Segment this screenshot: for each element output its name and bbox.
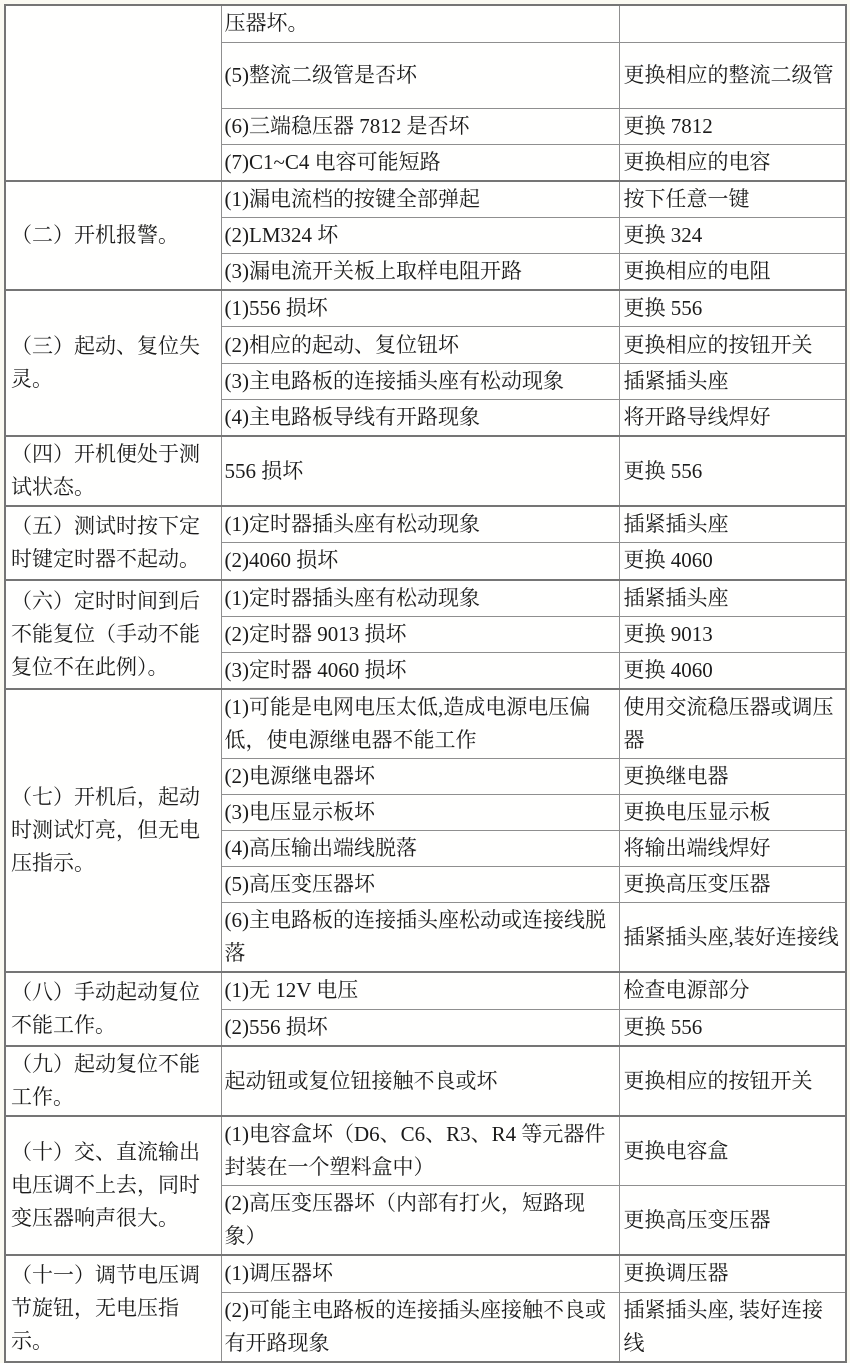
table-row [5,181,846,218]
solution-cell: 更换 9013 [619,616,846,652]
symptom-cell [5,5,221,181]
cause-cell: (2)定时器 9013 损坏 [221,616,619,652]
symptom-cell: （三）起动、复位失灵。 [5,290,221,436]
solution-cell: 更换高压变压器 [619,1186,846,1256]
table-row [5,290,846,327]
cause-cell: (1)定时器插头座有松动现象 [221,580,619,617]
cause-cell: (5)高压变压器坏 [221,867,619,903]
table-row [5,689,846,759]
table-row [5,436,846,506]
cause-cell: (2)电源继电器坏 [221,759,619,795]
solution-cell: 更换 4060 [619,652,846,689]
solution-cell: 插紧插头座,装好连接线 [619,903,846,973]
solution-cell: 按下任意一键 [619,181,846,218]
cause-cell: (2)556 损坏 [221,1009,619,1046]
cause-cell: (1)调压器坏 [221,1255,619,1292]
cause-cell: (3)定时器 4060 损坏 [221,652,619,689]
repair-manual-page [4,4,847,1363]
cause-cell: (2)LM324 坏 [221,218,619,254]
solution-cell: 更换相应的电阻 [619,254,846,291]
solution-cell: 更换高压变压器 [619,867,846,903]
troubleshooting-table [4,4,847,1363]
cause-cell: 起动钮或复位钮接触不良或坏 [221,1046,619,1116]
symptom-cell: （八）手动起动复位不能工作。 [5,972,221,1046]
solution-cell: 插紧插头座, 装好连接线 [619,1292,846,1362]
cause-cell: (1)定时器插头座有松动现象 [221,506,619,543]
solution-cell: 检查电源部分 [619,972,846,1009]
cause-cell: (3)电压显示板坏 [221,795,619,831]
table-row [5,1046,846,1116]
solution-cell: 插紧插头座 [619,364,846,400]
cause-cell: (5)整流二级管是否坏 [221,42,619,108]
cause-cell: (1)电容盒坏（D6、C6、R3、R4 等元器件封装在一个塑料盒中） [221,1116,619,1186]
solution-cell: 更换 556 [619,436,846,506]
symptom-cell: （六）定时时间到后不能复位（手动不能复位不在此例）。 [5,580,221,689]
solution-cell: 将开路导线焊好 [619,400,846,437]
solution-cell: 使用交流稳压器或调压器 [619,689,846,759]
solution-cell: 更换相应的整流二级管 [619,42,846,108]
solution-cell: 插紧插头座 [619,580,846,617]
cause-cell: (2)相应的起动、复位钮坏 [221,327,619,364]
solution-cell: 插紧插头座 [619,506,846,543]
table-row [5,972,846,1009]
cause-cell: (3)主电路板的连接插头座有松动现象 [221,364,619,400]
solution-cell: 更换 556 [619,1009,846,1046]
table-row [5,1116,846,1186]
symptom-cell: （九）起动复位不能工作。 [5,1046,221,1116]
cause-cell: (1)漏电流档的按键全部弹起 [221,181,619,218]
solution-cell: 更换相应的电容 [619,144,846,181]
solution-cell: 更换 7812 [619,108,846,144]
table-row [5,506,846,543]
symptom-cell: （二）开机报警。 [5,181,221,290]
cause-cell: (3)漏电流开关板上取样电阻开路 [221,254,619,291]
symptom-cell: （七）开机后，起动时测试灯亮，但无电压指示。 [5,689,221,973]
solution-cell: 更换电压显示板 [619,795,846,831]
solution-cell: 更换继电器 [619,759,846,795]
solution-cell: 将输出端线焊好 [619,831,846,867]
cause-cell: (1)无 12V 电压 [221,972,619,1009]
solution-cell: 更换 4060 [619,543,846,580]
symptom-cell: （十）交、直流输出电压调不上去，同时变压器响声很大。 [5,1116,221,1255]
symptom-cell: （十一）调节电压调节旋钮，无电压指示。 [5,1255,221,1362]
cause-cell: (4)高压输出端线脱落 [221,831,619,867]
cause-cell: (4)主电路板导线有开路现象 [221,400,619,437]
table-row [5,5,846,42]
solution-cell [619,5,846,42]
cause-cell: (7)C1~C4 电容可能短路 [221,144,619,181]
solution-cell: 更换电容盒 [619,1116,846,1186]
solution-cell: 更换相应的按钮开关 [619,1046,846,1116]
cause-cell: (1)可能是电网电压太低,造成电源电压偏低，使电源继电器不能工作 [221,689,619,759]
solution-cell: 更换相应的按钮开关 [619,327,846,364]
solution-cell: 更换 556 [619,290,846,327]
cause-cell: (2)高压变压器坏（内部有打火，短路现象） [221,1186,619,1256]
symptom-cell: （五）测试时按下定时键定时器不起动。 [5,506,221,580]
cause-cell: (2)可能主电路板的连接插头座接触不良或有开路现象 [221,1292,619,1362]
table-row [5,1255,846,1292]
cause-cell: (6)主电路板的连接插头座松动或连接线脱落 [221,903,619,973]
solution-cell: 更换调压器 [619,1255,846,1292]
cause-cell: (6)三端稳压器 7812 是否坏 [221,108,619,144]
cause-cell: 压器坏。 [221,5,619,42]
symptom-cell: （四）开机便处于测试状态。 [5,436,221,506]
cause-cell: (1)556 损坏 [221,290,619,327]
solution-cell: 更换 324 [619,218,846,254]
cause-cell: (2)4060 损坏 [221,543,619,580]
cause-cell: 556 损坏 [221,436,619,506]
troubleshooting-table-body [5,5,846,1362]
table-row [5,580,846,617]
